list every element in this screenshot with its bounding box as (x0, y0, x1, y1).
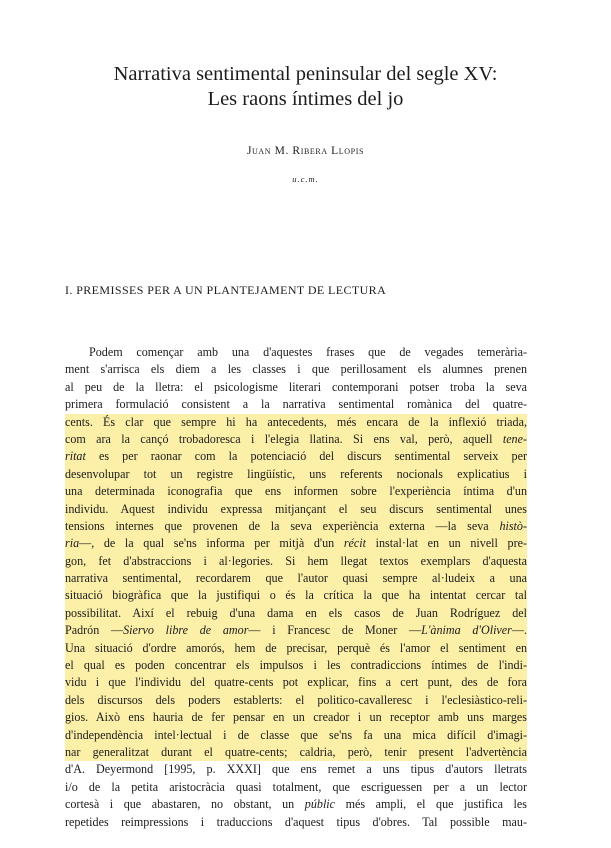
text-run: cortesà i que abastaren, no obstant, un (65, 797, 305, 812)
italic-term: récit (343, 536, 366, 551)
highlighted-text-line (65, 605, 527, 622)
highlighted-text-line (65, 466, 527, 483)
text-run: nar generalitzat durant el quatre-cents; caldria, però, tenir present l'advertència (65, 744, 527, 759)
article-title (40, 62, 571, 112)
italic-term: histò- (499, 518, 527, 533)
text-run: —, de la qual se'ns informa per mitjà d'un (79, 536, 344, 551)
text-run: vidu i que l'individu del quatre-cents pot explicar, fins a cert punt, des de fora (65, 675, 527, 690)
text-run: desenvolupar tot un registre lingüístic, uns referents nocionals explicatius i (65, 466, 527, 481)
text-run: i/o de la petita aristocràcia quasi totalment, que escriguessen per a un lector (65, 779, 527, 794)
highlighted-text-line (65, 518, 527, 535)
author-institution: u.c.m. (292, 174, 319, 184)
text-run: Una situació d'ordre amorós, hem de precisar, perquè és l'amor el sentiment en (65, 640, 527, 655)
text-run: possibilitat. Així el rebuig d'una dama en els casos de Juan Rodríguez del (65, 605, 527, 620)
text-run: gios. Això ens hauria de fer pensar en un creador i un receptor amb uns marges (65, 710, 527, 725)
highlighted-text-line (65, 692, 527, 709)
text-run: d'independència intel·lectual i de classe que se'ns fa una mica difícil d'imagi- (65, 727, 527, 742)
text-run: es per raonar com la potenciació del discurs sentimental serveix per (85, 449, 527, 464)
text-run: una determinada iconografia que ens informen sobre l'experiència íntima d'un (65, 484, 527, 499)
author-name: Juan M. Ribera Llopis (246, 145, 365, 157)
text-run: al peu de la lletra: el psicologisme literari contemporani potser troba la seva (65, 379, 527, 394)
text-run: — i Francesc de Moner — (248, 623, 422, 638)
highlighted-text-line (65, 414, 527, 431)
text-line (65, 814, 527, 831)
title-line-2: Les raons íntimes del jo (207, 88, 404, 110)
text-run: dels discursos dels poders establerts: el politico-cavalleresc i l'eclesiàstico-reli- (65, 692, 527, 707)
text-line (65, 761, 527, 778)
text-run: d'A. Deyermond [1995, p. XXXI] que ens remet a uns tipus d'autors lletrats (65, 762, 527, 777)
text-run: Podem començar amb una d'aquestes frases que de vegades temerària- (89, 345, 527, 359)
highlighted-text-line (65, 674, 527, 691)
highlighted-text-line (65, 483, 527, 500)
text-run: el qual es poden concentrar els impulsos i les contradiccions íntimes de l'indi- (65, 658, 527, 673)
text-run: ment s'arrisca els diem a les classes i que perillosament els alumnes prenen (65, 362, 527, 377)
text-run: situació biogràfica que la justifiqui o és la crítica la que ha intentat cercar tal (65, 588, 527, 603)
title-line-1: Narrativa sentimental peninsular del segle XV: (113, 63, 498, 85)
italic-term: Siervo libre de amor (123, 623, 249, 638)
text-run: —. (511, 623, 527, 638)
highlighted-text-line (65, 657, 527, 674)
text-line (65, 344, 527, 361)
highlighted-text-line (65, 709, 527, 726)
italic-term: públic (304, 797, 336, 812)
text-run: tensions internes que provenen de la seva experiència externa —la seva (65, 518, 500, 533)
highlighted-text-line (65, 431, 527, 448)
highlighted-text-line (65, 448, 527, 465)
highlighted-text-line (65, 535, 527, 552)
text-run: Padrón — (65, 623, 124, 638)
italic-term: tene- (502, 431, 527, 446)
text-run: cents. És clar que sempre hi ha antecedents, més encara de la inflexió triada, (65, 414, 527, 429)
text-line (65, 379, 527, 396)
text-run: repetides reimpressions i traduccions d'aquest tipus d'obres. Tal possible mau- (65, 814, 527, 829)
text-run: instal·lat en un nivell pre- (366, 536, 527, 551)
text-run: individu. Aquest individu expressa mitjançant el seu discurs sentimental unes (65, 501, 527, 516)
italic-term: ritat (65, 449, 86, 464)
text-line (65, 396, 527, 413)
text-run: més ampli, el que justifica les (335, 797, 527, 812)
highlighted-text-line (65, 622, 527, 639)
text-run: primera formulació consistent a la narrativa sentimental romànica del quatre- (65, 397, 527, 412)
text-line (65, 796, 527, 813)
section-heading: I. PREMISSES PER A UN PLANTEJAMENT DE LECTURA (65, 283, 387, 297)
text-run: com ara la cançó trobadoresca i l'elegia llatina. Si ens val, però, aquell (65, 431, 503, 446)
highlighted-text-line (65, 587, 527, 604)
highlighted-text-line (65, 727, 527, 744)
text-run: narrativa sentimental, recordarem que l'autor quasi sempre al·ludeix a una (65, 571, 527, 586)
highlighted-text-line (65, 640, 527, 657)
body-paragraph (65, 344, 527, 831)
highlighted-text-line (65, 744, 527, 761)
italic-term: L'ànima d'Oliver (421, 623, 512, 638)
highlighted-text-line (65, 570, 527, 587)
text-line (65, 779, 527, 796)
highlighted-text-line (65, 501, 527, 518)
text-run: gon, fet d'abstraccions i al·legories. Si hem llegat textos exemplars d'aquesta (65, 553, 527, 568)
italic-term: ria (65, 536, 80, 551)
text-line (65, 361, 527, 378)
highlighted-text-line (65, 553, 527, 570)
